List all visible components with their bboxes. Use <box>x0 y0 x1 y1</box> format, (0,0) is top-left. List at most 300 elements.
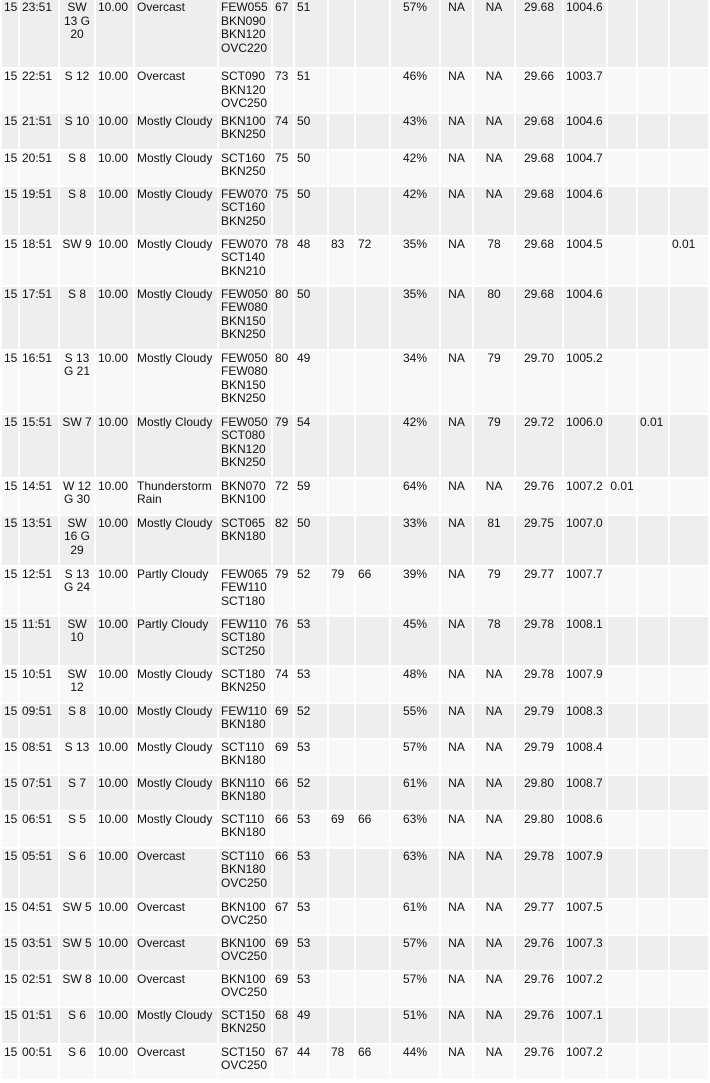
cell-altimeter: 29.77 <box>516 567 562 615</box>
cell-altimeter: 29.80 <box>516 812 562 847</box>
cell-humidity: 63% <box>391 812 439 847</box>
cell-humidity: 34% <box>391 351 439 413</box>
cell-temp: 76 <box>273 617 293 665</box>
cell-vis: 10.00 <box>96 704 133 738</box>
cell-dew: 52 <box>295 776 327 810</box>
cell-altimeter: 29.79 <box>516 740 562 774</box>
cell-max6 <box>329 114 354 149</box>
cell-vis: 10.00 <box>96 740 133 774</box>
cell-humidity: 55% <box>391 704 439 738</box>
cell-heat-index: NA <box>474 936 514 970</box>
cell-min6 <box>356 151 389 185</box>
cell-max6: 78 <box>329 1045 354 1079</box>
cell-sky: FEW070 SCT140 BKN210 <box>219 237 271 285</box>
cell-precip1 <box>608 114 636 149</box>
cell-time: 10:51 <box>20 667 58 702</box>
cell-vis: 10.00 <box>96 114 133 149</box>
cell-precip6 <box>670 740 708 774</box>
cell-altimeter: 29.68 <box>516 287 562 349</box>
cell-altimeter: 29.76 <box>516 1008 562 1043</box>
cell-date: 15 <box>2 415 18 477</box>
cell-vis: 10.00 <box>96 351 133 413</box>
cell-sea-level: 1007.2 <box>564 972 606 1006</box>
cell-precip1 <box>608 900 636 934</box>
cell-precip1 <box>608 617 636 665</box>
cell-sea-level: 1007.7 <box>564 567 606 615</box>
cell-wind-chill: NA <box>441 1045 472 1079</box>
cell-max6 <box>329 900 354 934</box>
cell-time: 16:51 <box>20 351 58 413</box>
cell-date: 15 <box>2 849 18 898</box>
cell-dew: 50 <box>295 151 327 185</box>
cell-vis: 10.00 <box>96 617 133 665</box>
cell-dew: 52 <box>295 704 327 738</box>
cell-precip3 <box>638 704 668 738</box>
cell-precip3 <box>638 617 668 665</box>
cell-sea-level: 1007.9 <box>564 667 606 702</box>
table-row <box>2 617 708 665</box>
cell-precip3: 0.01 <box>638 415 668 477</box>
cell-vis: 10.00 <box>96 69 133 112</box>
cell-dew: 50 <box>295 187 327 235</box>
cell-max6 <box>329 479 354 514</box>
cell-precip3 <box>638 936 668 970</box>
cell-vis: 10.00 <box>96 0 133 67</box>
cell-precip6 <box>670 1045 708 1079</box>
cell-precip6 <box>670 812 708 847</box>
cell-altimeter: 29.68 <box>516 151 562 185</box>
cell-date: 15 <box>2 704 18 738</box>
cell-precip3 <box>638 812 668 847</box>
cell-date: 15 <box>2 900 18 934</box>
cell-altimeter: 29.66 <box>516 69 562 112</box>
cell-temp: 75 <box>273 187 293 235</box>
cell-sky: SCT090 BKN120 OVC250 <box>219 69 271 112</box>
cell-precip1 <box>608 812 636 847</box>
cell-wind-chill: NA <box>441 287 472 349</box>
cell-wind-chill: NA <box>441 972 472 1006</box>
cell-sky: BKN110 BKN180 <box>219 776 271 810</box>
table-row <box>2 776 708 810</box>
cell-altimeter: 29.70 <box>516 351 562 413</box>
cell-weather: Thunderstorm Rain <box>135 479 217 514</box>
cell-precip1 <box>608 287 636 349</box>
cell-date: 15 <box>2 151 18 185</box>
cell-min6 <box>356 849 389 898</box>
cell-sky: SCT180 BKN250 <box>219 667 271 702</box>
cell-humidity: 43% <box>391 114 439 149</box>
table-row <box>2 936 708 970</box>
cell-heat-index: NA <box>474 1008 514 1043</box>
cell-weather: Partly Cloudy <box>135 567 217 615</box>
cell-date: 15 <box>2 287 18 349</box>
table-row <box>2 516 708 565</box>
cell-time: 15:51 <box>20 415 58 477</box>
cell-vis: 10.00 <box>96 567 133 615</box>
cell-date: 15 <box>2 351 18 413</box>
cell-precip1 <box>608 1045 636 1079</box>
cell-time: 08:51 <box>20 740 58 774</box>
cell-time: 11:51 <box>20 617 58 665</box>
cell-time: 07:51 <box>20 776 58 810</box>
cell-dew: 50 <box>295 287 327 349</box>
cell-time: 03:51 <box>20 936 58 970</box>
cell-heat-index: 81 <box>474 516 514 565</box>
cell-sky: SCT110 BKN180 OVC250 <box>219 849 271 898</box>
cell-min6 <box>356 0 389 67</box>
cell-altimeter: 29.75 <box>516 516 562 565</box>
cell-precip6 <box>670 704 708 738</box>
cell-weather: Mostly Cloudy <box>135 415 217 477</box>
table-row <box>2 567 708 615</box>
cell-vis: 10.00 <box>96 972 133 1006</box>
cell-heat-index: NA <box>474 187 514 235</box>
cell-heat-index: NA <box>474 667 514 702</box>
cell-sky: SCT110 BKN180 <box>219 740 271 774</box>
cell-precip6: 0.01 <box>670 237 708 285</box>
cell-dew: 53 <box>295 667 327 702</box>
cell-min6 <box>356 776 389 810</box>
cell-max6 <box>329 516 354 565</box>
cell-temp: 69 <box>273 936 293 970</box>
cell-precip3 <box>638 69 668 112</box>
cell-sea-level: 1004.6 <box>564 187 606 235</box>
cell-dew: 49 <box>295 351 327 413</box>
table-row <box>2 479 708 514</box>
cell-precip6 <box>670 617 708 665</box>
cell-humidity: 45% <box>391 617 439 665</box>
cell-temp: 69 <box>273 704 293 738</box>
cell-sea-level: 1008.4 <box>564 740 606 774</box>
cell-sky: FEW110 SCT180 SCT250 <box>219 617 271 665</box>
cell-precip1 <box>608 776 636 810</box>
cell-heat-index: NA <box>474 900 514 934</box>
cell-wind-chill: NA <box>441 151 472 185</box>
cell-dew: 53 <box>295 936 327 970</box>
cell-dew: 51 <box>295 69 327 112</box>
cell-weather: Overcast <box>135 69 217 112</box>
cell-sea-level: 1007.5 <box>564 900 606 934</box>
cell-precip1 <box>608 936 636 970</box>
cell-min6 <box>356 479 389 514</box>
cell-vis: 10.00 <box>96 812 133 847</box>
cell-dew: 51 <box>295 0 327 67</box>
cell-precip1 <box>608 972 636 1006</box>
cell-max6 <box>329 0 354 67</box>
table-row <box>2 740 708 774</box>
cell-sea-level: 1004.6 <box>564 0 606 67</box>
cell-precip3 <box>638 849 668 898</box>
cell-temp: 66 <box>273 776 293 810</box>
table-row <box>2 237 708 285</box>
cell-min6 <box>356 516 389 565</box>
cell-date: 15 <box>2 776 18 810</box>
cell-precip6 <box>670 114 708 149</box>
cell-precip3 <box>638 516 668 565</box>
cell-heat-index: 79 <box>474 351 514 413</box>
cell-altimeter: 29.79 <box>516 704 562 738</box>
cell-precip3 <box>638 776 668 810</box>
cell-precip1 <box>608 415 636 477</box>
cell-temp: 75 <box>273 151 293 185</box>
cell-wind-chill: NA <box>441 704 472 738</box>
cell-wind: S 5 <box>60 812 94 847</box>
cell-precip3 <box>638 972 668 1006</box>
cell-max6 <box>329 849 354 898</box>
cell-precip6 <box>670 1008 708 1043</box>
table-row <box>2 972 708 1006</box>
cell-date: 15 <box>2 187 18 235</box>
cell-humidity: 63% <box>391 849 439 898</box>
cell-wind: S 13 G 21 <box>60 351 94 413</box>
cell-precip3 <box>638 1008 668 1043</box>
cell-weather: Mostly Cloudy <box>135 740 217 774</box>
cell-min6 <box>356 1008 389 1043</box>
cell-altimeter: 29.76 <box>516 479 562 514</box>
cell-heat-index: NA <box>474 776 514 810</box>
cell-altimeter: 29.72 <box>516 415 562 477</box>
cell-min6 <box>356 187 389 235</box>
cell-max6 <box>329 704 354 738</box>
cell-wind: S 10 <box>60 114 94 149</box>
cell-min6 <box>356 972 389 1006</box>
cell-temp: 82 <box>273 516 293 565</box>
cell-date: 15 <box>2 1045 18 1079</box>
cell-sky: BKN100 BKN250 <box>219 114 271 149</box>
cell-sea-level: 1004.7 <box>564 151 606 185</box>
cell-time: 21:51 <box>20 114 58 149</box>
cell-temp: 67 <box>273 1045 293 1079</box>
cell-vis: 10.00 <box>96 151 133 185</box>
cell-weather: Mostly Cloudy <box>135 237 217 285</box>
cell-humidity: 57% <box>391 972 439 1006</box>
cell-precip3 <box>638 0 668 67</box>
cell-wind-chill: NA <box>441 776 472 810</box>
cell-min6: 66 <box>356 567 389 615</box>
cell-precip6 <box>670 936 708 970</box>
cell-sky: FEW070 SCT160 BKN250 <box>219 187 271 235</box>
cell-temp: 74 <box>273 114 293 149</box>
cell-wind: S 6 <box>60 1045 94 1079</box>
cell-min6 <box>356 740 389 774</box>
cell-heat-index: NA <box>474 114 514 149</box>
cell-wind: W 12 G 30 <box>60 479 94 514</box>
cell-heat-index: NA <box>474 0 514 67</box>
cell-wind-chill: NA <box>441 237 472 285</box>
cell-humidity: 44% <box>391 1045 439 1079</box>
table-row <box>2 849 708 898</box>
cell-precip1 <box>608 187 636 235</box>
cell-precip1 <box>608 704 636 738</box>
cell-precip3 <box>638 667 668 702</box>
cell-humidity: 61% <box>391 900 439 934</box>
cell-precip6 <box>670 479 708 514</box>
cell-date: 15 <box>2 516 18 565</box>
cell-wind: SW 12 <box>60 667 94 702</box>
cell-date: 15 <box>2 114 18 149</box>
cell-wind: S 6 <box>60 1008 94 1043</box>
cell-dew: 44 <box>295 1045 327 1079</box>
cell-wind-chill: NA <box>441 849 472 898</box>
cell-sea-level: 1008.1 <box>564 617 606 665</box>
cell-dew: 59 <box>295 479 327 514</box>
cell-wind-chill: NA <box>441 479 472 514</box>
table-row <box>2 1045 708 1079</box>
cell-vis: 10.00 <box>96 936 133 970</box>
cell-min6 <box>356 351 389 413</box>
cell-date: 15 <box>2 740 18 774</box>
cell-precip6 <box>670 667 708 702</box>
cell-dew: 53 <box>295 617 327 665</box>
cell-date: 15 <box>2 479 18 514</box>
cell-wind-chill: NA <box>441 567 472 615</box>
cell-precip6 <box>670 972 708 1006</box>
cell-time: 00:51 <box>20 1045 58 1079</box>
cell-altimeter: 29.78 <box>516 617 562 665</box>
cell-precip1 <box>608 567 636 615</box>
cell-max6 <box>329 351 354 413</box>
cell-time: 01:51 <box>20 1008 58 1043</box>
cell-sea-level: 1008.3 <box>564 704 606 738</box>
cell-heat-index: NA <box>474 740 514 774</box>
table-row <box>2 0 708 67</box>
cell-precip6 <box>670 287 708 349</box>
cell-wind: S 6 <box>60 849 94 898</box>
cell-precip6 <box>670 849 708 898</box>
cell-sky: SCT150 OVC250 <box>219 1045 271 1079</box>
cell-dew: 52 <box>295 567 327 615</box>
cell-humidity: 51% <box>391 1008 439 1043</box>
cell-max6 <box>329 415 354 477</box>
cell-temp: 80 <box>273 287 293 349</box>
cell-temp: 66 <box>273 849 293 898</box>
cell-temp: 72 <box>273 479 293 514</box>
cell-temp: 74 <box>273 667 293 702</box>
cell-min6 <box>356 287 389 349</box>
cell-humidity: 39% <box>391 567 439 615</box>
cell-wind-chill: NA <box>441 667 472 702</box>
cell-weather: Mostly Cloudy <box>135 704 217 738</box>
cell-wind: S 12 <box>60 69 94 112</box>
cell-wind: S 8 <box>60 287 94 349</box>
cell-wind: S 13 <box>60 740 94 774</box>
cell-heat-index: NA <box>474 704 514 738</box>
cell-heat-index: NA <box>474 1045 514 1079</box>
cell-vis: 10.00 <box>96 187 133 235</box>
cell-time: 17:51 <box>20 287 58 349</box>
cell-time: 22:51 <box>20 69 58 112</box>
cell-heat-index: 79 <box>474 567 514 615</box>
cell-sky: BKN070 BKN100 <box>219 479 271 514</box>
cell-date: 15 <box>2 617 18 665</box>
cell-sky: FEW055 BKN090 BKN120 OVC220 <box>219 0 271 67</box>
cell-precip6 <box>670 516 708 565</box>
cell-precip6 <box>670 69 708 112</box>
cell-date: 15 <box>2 0 18 67</box>
cell-dew: 53 <box>295 900 327 934</box>
table-row <box>2 114 708 149</box>
cell-sea-level: 1005.2 <box>564 351 606 413</box>
cell-heat-index: NA <box>474 849 514 898</box>
cell-heat-index: NA <box>474 812 514 847</box>
cell-min6 <box>356 114 389 149</box>
cell-altimeter: 29.68 <box>516 237 562 285</box>
cell-precip3 <box>638 1045 668 1079</box>
cell-max6 <box>329 617 354 665</box>
cell-precip1 <box>608 1008 636 1043</box>
cell-min6 <box>356 617 389 665</box>
cell-sky: BKN100 OVC250 <box>219 936 271 970</box>
cell-precip1: 0.01 <box>608 479 636 514</box>
cell-dew: 50 <box>295 516 327 565</box>
cell-dew: 49 <box>295 1008 327 1043</box>
cell-weather: Overcast <box>135 900 217 934</box>
cell-sea-level: 1006.0 <box>564 415 606 477</box>
cell-date: 15 <box>2 1008 18 1043</box>
cell-vis: 10.00 <box>96 1008 133 1043</box>
cell-min6: 66 <box>356 812 389 847</box>
cell-precip6 <box>670 900 708 934</box>
cell-temp: 69 <box>273 972 293 1006</box>
cell-max6 <box>329 187 354 235</box>
cell-heat-index: 79 <box>474 415 514 477</box>
cell-wind-chill: NA <box>441 0 472 67</box>
cell-time: 13:51 <box>20 516 58 565</box>
cell-time: 02:51 <box>20 972 58 1006</box>
table-row <box>2 187 708 235</box>
cell-vis: 10.00 <box>96 237 133 285</box>
cell-precip3 <box>638 237 668 285</box>
cell-vis: 10.00 <box>96 479 133 514</box>
cell-weather: Overcast <box>135 972 217 1006</box>
cell-sea-level: 1007.1 <box>564 1008 606 1043</box>
cell-wind-chill: NA <box>441 187 472 235</box>
cell-temp: 73 <box>273 69 293 112</box>
table-row <box>2 900 708 934</box>
cell-vis: 10.00 <box>96 900 133 934</box>
cell-wind: SW 5 <box>60 900 94 934</box>
cell-wind-chill: NA <box>441 812 472 847</box>
cell-sea-level: 1008.6 <box>564 812 606 847</box>
cell-weather: Mostly Cloudy <box>135 516 217 565</box>
cell-sky: BKN100 OVC250 <box>219 972 271 1006</box>
cell-weather: Partly Cloudy <box>135 617 217 665</box>
cell-precip3 <box>638 287 668 349</box>
cell-precip1 <box>608 0 636 67</box>
cell-temp: 79 <box>273 415 293 477</box>
cell-precip6 <box>670 151 708 185</box>
cell-dew: 53 <box>295 740 327 774</box>
cell-sky: SCT110 BKN180 <box>219 812 271 847</box>
cell-date: 15 <box>2 237 18 285</box>
table-row <box>2 351 708 413</box>
cell-sky: BKN100 OVC250 <box>219 900 271 934</box>
cell-sky: FEW050 SCT080 BKN120 BKN250 <box>219 415 271 477</box>
cell-min6 <box>356 69 389 112</box>
cell-date: 15 <box>2 972 18 1006</box>
cell-weather: Overcast <box>135 936 217 970</box>
cell-max6 <box>329 776 354 810</box>
cell-wind-chill: NA <box>441 516 472 565</box>
cell-wind: S 8 <box>60 704 94 738</box>
cell-heat-index: NA <box>474 972 514 1006</box>
cell-weather: Mostly Cloudy <box>135 287 217 349</box>
cell-date: 15 <box>2 812 18 847</box>
cell-humidity: 46% <box>391 69 439 112</box>
cell-time: 12:51 <box>20 567 58 615</box>
cell-humidity: 57% <box>391 740 439 774</box>
cell-wind: SW 10 <box>60 617 94 665</box>
